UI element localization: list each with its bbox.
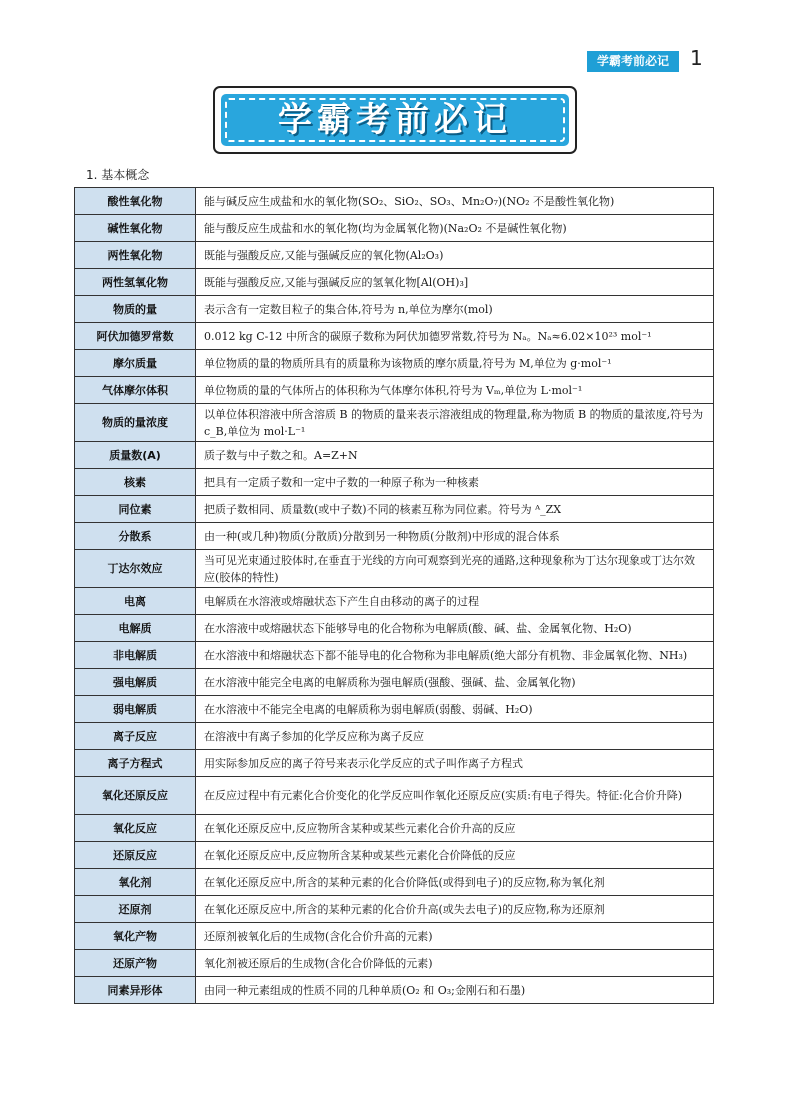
concept-term: 丁达尔效应 [75,550,196,588]
page-title: 学霸考前必记 [278,100,512,140]
table-row [75,296,714,323]
concept-definition: 既能与强酸反应,又能与强碱反应的氧化物(Al₂O₃) [196,242,714,269]
concept-term: 还原产物 [75,950,196,977]
concept-definition: 在水溶液中和熔融状态下都不能导电的化合物称为非电解质(绝大部分有机物、非金属氧化物、NH₃) [196,642,714,669]
concept-term: 核素 [75,469,196,496]
concept-term: 两性氢氧化物 [75,269,196,296]
table-row [75,923,714,950]
concept-term: 还原反应 [75,842,196,869]
table-row [75,496,714,523]
concept-definition: 既能与强酸反应,又能与强碱反应的氢氧化物[Al(OH)₃] [196,269,714,296]
table-row [75,323,714,350]
table-row [75,242,714,269]
concept-definition: 单位物质的量的气体所占的体积称为气体摩尔体积,符号为 Vₘ,单位为 L·mol⁻¹ [196,377,714,404]
table-row [75,469,714,496]
table-row [75,669,714,696]
concept-term: 离子方程式 [75,750,196,777]
concept-definition: 在氧化还原反应中,所含的某种元素的化合价升高(或失去电子)的反应物,称为还原剂 [196,896,714,923]
table-row [75,869,714,896]
table-row [75,188,714,215]
table-row [75,523,714,550]
title-banner [213,86,577,154]
concept-definition: 在氧化还原反应中,所含的某种元素的化合价降低(或得到电子)的反应物,称为氧化剂 [196,869,714,896]
table-row [75,750,714,777]
header-section-tag: 学霸考前必记 [587,51,679,72]
concept-definition: 能与酸反应生成盐和水的氧化物(均为金属氧化物)(Na₂O₂ 不是碱性氧化物) [196,215,714,242]
concept-term: 物质的量浓度 [75,404,196,442]
concept-term: 阿伏加德罗常数 [75,323,196,350]
section-heading: 1. 基本概念 [86,168,150,182]
concept-term: 同位素 [75,496,196,523]
concept-term: 氧化反应 [75,815,196,842]
concept-definition: 0.012 kg C-12 中所含的碳原子数称为阿伏加德罗常数,符号为 Nₐ。Nₐ≈6.02×10²³ mol⁻¹ [196,323,714,350]
table-row [75,350,714,377]
table-row [75,642,714,669]
concept-definition: 把质子数相同、质量数(或中子数)不同的核素互称为同位素。符号为 ᴬ_ZX [196,496,714,523]
table-row [75,977,714,1004]
concept-definition: 能与碱反应生成盐和水的氧化物(SO₂、SiO₂、SO₃、Mn₂O₇)(NO₂ 不是酸性氧化物) [196,188,714,215]
concept-definition: 在水溶液中或熔融状态下能够导电的化合物称为电解质(酸、碱、盐、金属氧化物、H₂O) [196,615,714,642]
concept-definition: 在反应过程中有元素化合价变化的化学反应叫作氧化还原反应(实质:有电子得失。特征:化合价升降) [196,777,714,815]
concept-term: 同素异形体 [75,977,196,1004]
concept-definition: 由一种(或几种)物质(分散质)分散到另一种物质(分散剂)中形成的混合体系 [196,523,714,550]
concept-term: 质量数(A) [75,442,196,469]
concept-term: 两性氧化物 [75,242,196,269]
concept-term: 摩尔质量 [75,350,196,377]
concept-term: 气体摩尔体积 [75,377,196,404]
table-row [75,777,714,815]
concept-definition: 在水溶液中不能完全电离的电解质称为弱电解质(弱酸、弱碱、H₂O) [196,696,714,723]
table-row [75,950,714,977]
concept-term: 氧化产物 [75,923,196,950]
table-row [75,404,714,442]
concept-definition: 当可见光束通过胶体时,在垂直于光线的方向可观察到光亮的通路,这种现象称为丁达尔现象或丁达尔效应(胶体的特性) [196,550,714,588]
concept-definition: 以单位体积溶液中所含溶质 B 的物质的量来表示溶液组成的物理量,称为物质 B 的物质的量浓度,符号为 c_B,单位为 mol·L⁻¹ [196,404,714,442]
concept-term: 酸性氧化物 [75,188,196,215]
concept-definition: 还原剂被氧化后的生成物(含化合价升高的元素) [196,923,714,950]
table-row [75,588,714,615]
concept-definition: 由同一种元素组成的性质不同的几种单质(O₂ 和 O₃;金刚石和石墨) [196,977,714,1004]
concept-term: 物质的量 [75,296,196,323]
concept-definition: 电解质在水溶液或熔融状态下产生自由移动的离子的过程 [196,588,714,615]
table-row [75,615,714,642]
page-number: 1 [690,46,703,70]
table-row [75,215,714,242]
table-row [75,377,714,404]
concept-definition: 表示含有一定数目粒子的集合体,符号为 n,单位为摩尔(mol) [196,296,714,323]
table-row [75,550,714,588]
concept-term: 非电解质 [75,642,196,669]
concept-term: 分散系 [75,523,196,550]
table-row [75,696,714,723]
concept-definition: 用实际参加反应的离子符号来表示化学反应的式子叫作离子方程式 [196,750,714,777]
table-row [75,896,714,923]
table-row [75,815,714,842]
concepts-table [74,187,714,1004]
concept-definition: 在氧化还原反应中,反应物所含某种或某些元素化合价降低的反应 [196,842,714,869]
concept-definition: 把具有一定质子数和一定中子数的一种原子称为一种核素 [196,469,714,496]
concept-term: 还原剂 [75,896,196,923]
table-row [75,842,714,869]
table-row [75,442,714,469]
concept-definition: 单位物质的量的物质所具有的质量称为该物质的摩尔质量,符号为 M,单位为 g·mol⁻¹ [196,350,714,377]
table-row [75,269,714,296]
concept-definition: 氧化剂被还原后的生成物(含化合价降低的元素) [196,950,714,977]
concept-term: 离子反应 [75,723,196,750]
concept-definition: 在水溶液中能完全电离的电解质称为强电解质(强酸、强碱、盐、金属氧化物) [196,669,714,696]
table-row [75,723,714,750]
concept-term: 氧化剂 [75,869,196,896]
concept-definition: 质子数与中子数之和。A=Z+N [196,442,714,469]
concept-term: 电解质 [75,615,196,642]
concept-definition: 在溶液中有离子参加的化学反应称为离子反应 [196,723,714,750]
concept-term: 电离 [75,588,196,615]
concept-term: 弱电解质 [75,696,196,723]
concept-term: 碱性氧化物 [75,215,196,242]
concept-definition: 在氧化还原反应中,反应物所含某种或某些元素化合价升高的反应 [196,815,714,842]
concept-term: 氧化还原反应 [75,777,196,815]
title-banner-fill [221,94,569,146]
concept-term: 强电解质 [75,669,196,696]
